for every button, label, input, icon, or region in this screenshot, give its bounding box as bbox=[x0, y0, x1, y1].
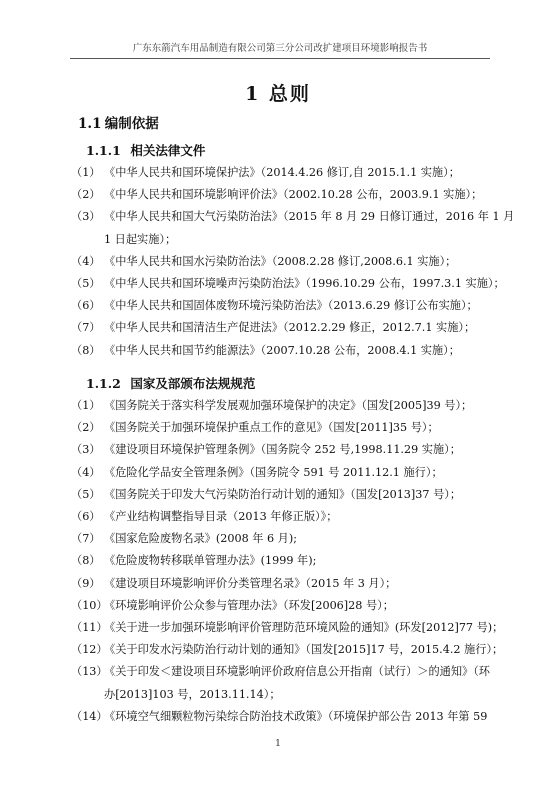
item-text: 《国务院关于印发大气污染防治行动计划的通知》（国发[2013]37 号）； bbox=[104, 487, 462, 501]
item-index: （5） bbox=[71, 487, 101, 501]
item-index: （1） bbox=[71, 399, 101, 412]
item-text: 《国家危险废物名录》(2008 年 6 月); bbox=[104, 532, 298, 546]
list-item bbox=[71, 639, 504, 661]
item-text: 《中华人民共和国水污染防治法》（2008.2.28 修订,2008.6.1 实施）； bbox=[104, 254, 457, 268]
list-item bbox=[71, 251, 491, 273]
item-text: 《中华人民共和国环境影响评价法》（2002.10.28 公布，2003.9.1 实施）； bbox=[104, 188, 483, 202]
item-index: （3） bbox=[71, 210, 101, 224]
item-text: 《关于进一步加强环境影响评价管理防范环境风险的通知》(环发[2012]77 号)； bbox=[104, 621, 504, 635]
list-item bbox=[71, 550, 491, 572]
list-item bbox=[71, 484, 491, 506]
list-item bbox=[71, 661, 491, 705]
item-index: （7） bbox=[71, 321, 101, 335]
list-item bbox=[71, 273, 505, 295]
item-index: （3） bbox=[71, 443, 101, 457]
subsection-title: 相关法律文件 bbox=[130, 143, 206, 158]
item-index: （12） bbox=[71, 643, 108, 657]
item-index: （13） bbox=[71, 665, 108, 679]
list-item bbox=[71, 317, 491, 339]
item-index: （14） bbox=[71, 709, 108, 723]
item-text: 《中华人民共和国环境保护法》（2014.4.26 修订,自 2015.1.1 实施）； bbox=[104, 166, 460, 179]
item-index: （2） bbox=[71, 188, 101, 202]
list-item bbox=[71, 417, 491, 439]
page-number: 1 bbox=[274, 738, 282, 749]
list-item bbox=[71, 184, 491, 206]
item-text-continuation: 1 日起实施）； bbox=[104, 232, 177, 246]
item-index: （4） bbox=[71, 254, 101, 268]
item-text: 《国务院关于落实科学发展观加强环境保护的决定》（国发[2005]39 号）； bbox=[104, 399, 473, 412]
page-header: 广东东箭汽车用品制造有限公司第三分公司改扩建项目环境影响报告书 bbox=[70, 40, 490, 59]
item-index: （6） bbox=[71, 510, 101, 524]
list-item bbox=[71, 395, 491, 417]
list-item bbox=[71, 573, 491, 595]
item-text: 《危险化学品安全管理条例》（国务院令 591 号 2011.12.1 施行）； bbox=[104, 465, 443, 479]
list-item bbox=[71, 439, 491, 461]
item-text: 《中华人民共和国固体废物环境污染防治法》（2013.6.29 修订公布实施）； bbox=[104, 299, 478, 313]
item-index: （6） bbox=[71, 299, 101, 313]
subsection-heading-regulations bbox=[86, 374, 255, 392]
item-text: 《危险废物转移联单管理办法》(1999 年); bbox=[104, 554, 317, 568]
list-item bbox=[71, 162, 491, 184]
item-text: 《产业结构调整指导目录（2013 年修正版）》； bbox=[104, 510, 338, 524]
item-index: （9） bbox=[71, 576, 101, 590]
list-item bbox=[71, 706, 491, 728]
chapter-title: 1 总则 bbox=[245, 83, 311, 105]
item-text: 《环境影响评价公众参与管理办法》（环发[2006]28 号）； bbox=[104, 598, 394, 612]
item-index: （8） bbox=[71, 343, 101, 357]
subsection-number: 1.1.2 bbox=[86, 376, 121, 391]
list-item bbox=[71, 206, 515, 250]
item-index: （7） bbox=[71, 532, 101, 546]
section-heading bbox=[78, 112, 159, 132]
list-item bbox=[71, 617, 504, 639]
list-item bbox=[71, 295, 491, 317]
item-index: （5） bbox=[71, 277, 101, 291]
item-text: 《中华人民共和国环境噪声污染防治法》（1996.10.29 公布，1997.3.1 实施）； bbox=[104, 277, 505, 291]
item-text-continuation: 办[2013]103 号，2013.11.14）； bbox=[104, 687, 281, 701]
list-item bbox=[71, 528, 491, 550]
regulations-list bbox=[71, 395, 504, 728]
item-index: （11） bbox=[71, 621, 108, 635]
item-text: 《关于印发＜建设项目环境影响评价政府信息公开指南（试行）＞的通知》（环 bbox=[104, 665, 490, 679]
item-text: 《中华人民共和国大气污染防治法》（2015 年 8 月 29 日修订通过，2016 年 1 月 bbox=[104, 210, 515, 224]
item-text: 《关于印发水污染防治行动计划的通知》（国发[2015]17 号，2015.4.2 施行）； bbox=[104, 643, 504, 657]
section-title: 编制依据 bbox=[104, 116, 159, 132]
subsection-number: 1.1.1 bbox=[86, 143, 121, 158]
list-item bbox=[71, 340, 491, 362]
list-item bbox=[71, 506, 491, 528]
item-index: （4） bbox=[71, 465, 101, 479]
subsection-heading-laws bbox=[86, 141, 205, 159]
item-text: 《中华人民共和国节约能源法》（2007.10.28 公布，2008.4.1 实施）； bbox=[104, 343, 460, 357]
item-text: 《中华人民共和国清洁生产促进法》（2012.2.29 修正，2012.7.1 实施）； bbox=[104, 321, 476, 335]
item-text: 《环境空气细颗粒物污染综合防治技术政策》（环境保护部公告 2013 年第 59 bbox=[104, 709, 488, 723]
item-text: 《建设项目环境保护管理条例》（国务院令 252 号,1998.11.29 实施）； bbox=[104, 443, 461, 457]
item-index: （8） bbox=[71, 554, 101, 568]
list-item bbox=[71, 462, 491, 484]
item-index: （2） bbox=[71, 421, 101, 435]
item-text: 《建设项目环境影响评价分类管理名录》（2015 年 3 月）； bbox=[104, 576, 397, 590]
item-text: 《国务院关于加强环境保护重点工作的意见》（国发[2011]35 号）； bbox=[104, 421, 439, 435]
subsection-title: 国家及部颁布法规规范 bbox=[130, 376, 256, 391]
item-index: （1） bbox=[71, 166, 101, 179]
laws-list bbox=[71, 162, 515, 362]
list-item bbox=[71, 595, 491, 617]
item-index: （10） bbox=[71, 598, 108, 612]
section-number: 1.1 bbox=[78, 116, 102, 132]
